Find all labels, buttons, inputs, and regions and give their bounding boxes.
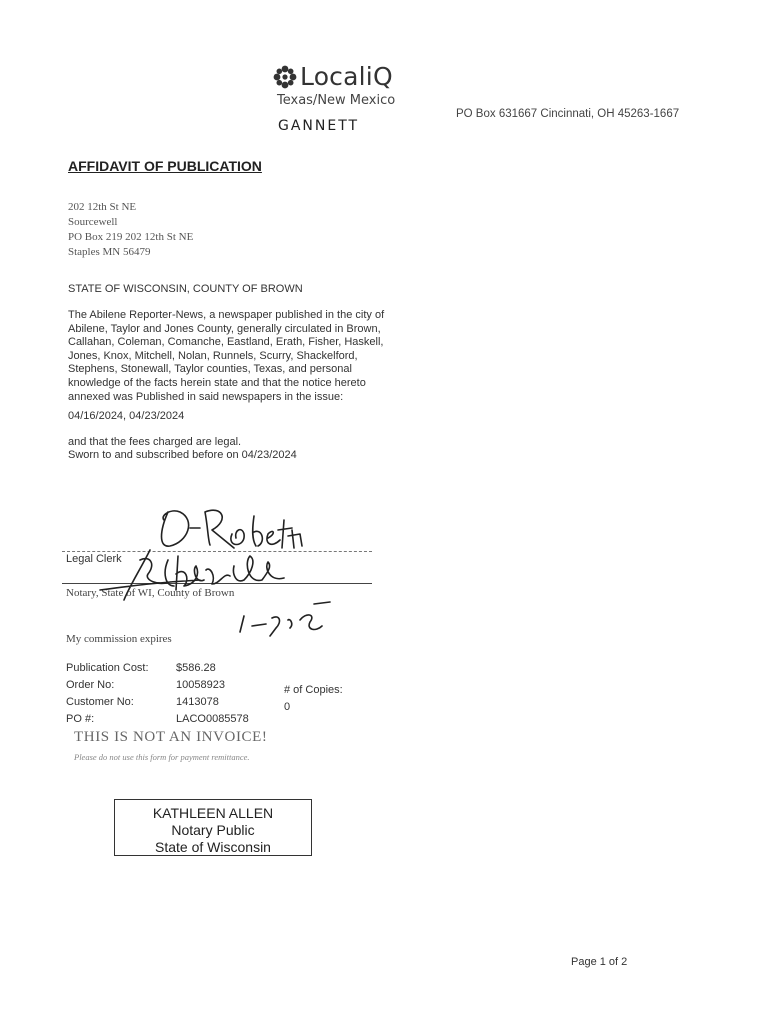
sworn-line: Sworn to and subscribed before on 04/23/2024 bbox=[68, 449, 297, 461]
notary-label: Notary, State of WI, County of Brown bbox=[66, 587, 235, 599]
stamp-name: KATHLEEN ALLEN bbox=[152, 805, 274, 821]
clerk-signature-line bbox=[62, 551, 372, 552]
info-label: Customer No: bbox=[66, 696, 134, 708]
fees-statement bbox=[68, 436, 297, 462]
table-row bbox=[66, 660, 249, 677]
commission-label: My commission expires bbox=[66, 633, 172, 645]
info-value: LACO0085578 bbox=[176, 713, 249, 725]
copies-value: 0 bbox=[284, 701, 291, 713]
address-line: Sourcewell bbox=[68, 216, 118, 228]
gannett-label: GANNETT bbox=[278, 118, 360, 134]
page-title: AFFIDAVIT OF PUBLICATION bbox=[68, 158, 262, 174]
logo-subtitle: Texas/New Mexico bbox=[277, 93, 396, 108]
info-label: Order No: bbox=[66, 679, 115, 691]
stamp-state: State of Wisconsin bbox=[155, 839, 271, 855]
info-value: 10058923 bbox=[176, 679, 225, 691]
localiq-logo bbox=[272, 62, 422, 134]
stamp-title: Notary Public bbox=[171, 822, 255, 838]
info-value: 1413078 bbox=[176, 696, 219, 708]
flower-logo-icon bbox=[272, 64, 298, 90]
address-line: 202 12th St NE bbox=[68, 201, 137, 213]
notary-signature-line bbox=[62, 583, 372, 584]
legal-clerk-label: Legal Clerk bbox=[66, 553, 122, 565]
recipient-address bbox=[68, 200, 193, 260]
state-line: STATE OF WISCONSIN, COUNTY OF BROWN bbox=[68, 283, 303, 295]
fees-line: and that the fees charged are legal. bbox=[68, 436, 242, 448]
table-row bbox=[66, 677, 249, 694]
address-line: Staples MN 56479 bbox=[68, 246, 151, 258]
page-number: Page 1 of 2 bbox=[571, 956, 628, 968]
commission-date-handwriting bbox=[240, 602, 330, 636]
copies-info bbox=[284, 682, 343, 716]
not-invoice-notice: THIS IS NOT AN INVOICE! bbox=[74, 729, 268, 745]
affidavit-body: The Abilene Reporter-News, a newspaper published in the city of Abilene, Taylor and Jones County, generally circulated in Brown, Callahan, Coleman, Comanche, Eastland, Erath, Fisher, Haskell, Jones, Knox, Mitchell, Nolan, Runnels, Scurry, Shackelford, Stephens, Stonewall, Taylor counties, Texas, and personal knowledge of the facts herein state and that the notice hereto annexed was Published in said newspapers in the issue: bbox=[68, 309, 385, 403]
publication-dates: 04/16/2024, 04/23/2024 bbox=[68, 410, 185, 422]
logo-text: LocaliQ bbox=[300, 62, 393, 91]
info-label: Publication Cost: bbox=[66, 662, 149, 674]
table-row bbox=[66, 694, 249, 711]
info-label: PO #: bbox=[66, 713, 95, 725]
remittance-note: Please do not use this form for payment remittance. bbox=[74, 752, 250, 762]
header-po-box: PO Box 631667 Cincinnati, OH 45263-1667 bbox=[456, 108, 680, 120]
info-value: $586.28 bbox=[176, 662, 216, 674]
order-info-table bbox=[66, 660, 249, 728]
table-row bbox=[66, 711, 249, 728]
notary-stamp bbox=[114, 799, 312, 856]
copies-label: # of Copies: bbox=[284, 684, 343, 696]
clerk-signature bbox=[162, 510, 303, 548]
address-line: PO Box 219 202 12th St NE bbox=[68, 231, 194, 243]
